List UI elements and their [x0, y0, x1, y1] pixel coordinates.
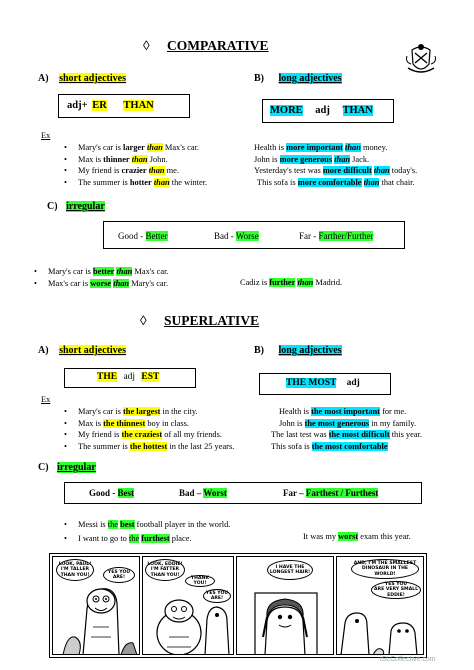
- superlative-examples-right: [271, 406, 422, 452]
- comic-panel-4: [336, 556, 424, 655]
- superlative-title: ◊ SUPERLATIVE: [140, 313, 260, 328]
- irregular-comparative-box: Good - Better Bad - Worse Far - Farther/Further: [103, 221, 405, 249]
- irregular-superlative-box: Good - Best Bad – Worst Far – Farthest / Furthest: [64, 482, 422, 504]
- comparative-examples-right: [254, 142, 417, 188]
- list-item: This sofa is the most comfortable: [271, 441, 388, 451]
- formula-superlative-short: THE adj EST: [64, 368, 196, 388]
- list-item: Health is the most important for me.: [279, 407, 407, 416]
- list-item: • Mary's car is larger than Max's car.: [64, 142, 207, 154]
- speech-bubble: THANK YOU!: [185, 575, 215, 587]
- list-item: • Max's car is worse than Mary's car.: [34, 278, 169, 290]
- formula-superlative-long: THE MOST adj: [259, 373, 391, 395]
- speech-bubble: LOOK, PAUL! I'M TALLER THAN YOU!: [56, 559, 94, 581]
- list-item: • Messi is the best football player in the world.: [64, 518, 230, 532]
- comic-strip: [49, 553, 427, 658]
- list-item: • Mary's car is the largest in the city.: [64, 406, 234, 418]
- list-item: Health is more important than money.: [254, 143, 388, 152]
- speech-bubble: LOOK, EDDIE! I'M FATTER THAN YOU!: [145, 559, 185, 581]
- list-item: • The summer is hotter than the winter.: [64, 177, 207, 189]
- comparative-irregular-right: Cadiz is further than Madrid.: [240, 278, 343, 287]
- speech-bubble: I HAVE THE LONGEST HAIR!: [267, 560, 313, 580]
- comparative-short-heading: A) short adjectives: [38, 73, 126, 84]
- comparative-examples-left: [64, 142, 207, 188]
- list-item: • Max is the thinnest boy in class.: [64, 418, 234, 430]
- crest-icon: [403, 42, 439, 78]
- superlative-irregular-examples: [64, 518, 230, 546]
- superlative-irregular-heading: C) irregular: [38, 462, 96, 473]
- list-item: The last test was the most difficult this year.: [271, 430, 422, 440]
- formula-comparative-short: adj+ ER THAN: [58, 94, 190, 118]
- superlative-short-heading: A) short adjectives: [38, 345, 126, 356]
- comic-panel-2: [142, 556, 234, 655]
- comic-panel-1: [52, 556, 140, 655]
- superlative-long-heading: B) long adjectives: [254, 345, 342, 356]
- superlative-irregular-right: It was my worst exam this year.: [303, 532, 411, 541]
- ex-label: Ex: [41, 131, 51, 140]
- ex-label: Ex: [41, 395, 51, 404]
- list-item: • Max is thinner than John.: [64, 154, 207, 166]
- comparative-long-heading: B) long adjectives: [254, 73, 342, 84]
- watermark: iSLCollective.com: [380, 656, 436, 663]
- list-item: Yesterday's test was more difficult than today's.: [254, 166, 418, 176]
- list-item: John is more generous than Jack.: [254, 154, 370, 164]
- list-item: This sofa is more comfortable than that chair.: [257, 177, 415, 187]
- formula-comparative-long: MORE adj THAN: [262, 99, 394, 123]
- speech-bubble: YES YOU ARE VERY SMALL EDDIE!: [371, 581, 421, 599]
- diamond-icon: ◊: [140, 313, 147, 328]
- list-item: • My friend is crazier than me.: [64, 165, 207, 177]
- speech-bubble: YES YOU ARE!: [103, 567, 135, 583]
- list-item: • My friend is the craziest of all my friends.: [64, 429, 234, 441]
- comparative-title: ◊ COMPARATIVE: [143, 38, 269, 53]
- comparative-irregular-examples: [34, 266, 169, 289]
- list-item: • The summer is the hottest in the last 25 years.: [64, 441, 234, 453]
- diamond-icon: ◊: [143, 38, 150, 53]
- speech-bubble: YES YOU ARE!: [203, 589, 231, 603]
- list-item: • Mary's car is better than Max's car.: [34, 266, 169, 278]
- comparative-irregular-heading: C) irregular: [47, 201, 105, 212]
- list-item: John is the most generous in my family.: [279, 418, 417, 428]
- comic-panel-3: [236, 556, 334, 655]
- speech-bubble: AND, I'M THE SMALLEST DINOSAUR IN THE WORLD!: [351, 559, 419, 579]
- superlative-examples-left: [64, 406, 234, 452]
- list-item: • I want to go to the furthest place.: [64, 532, 230, 546]
